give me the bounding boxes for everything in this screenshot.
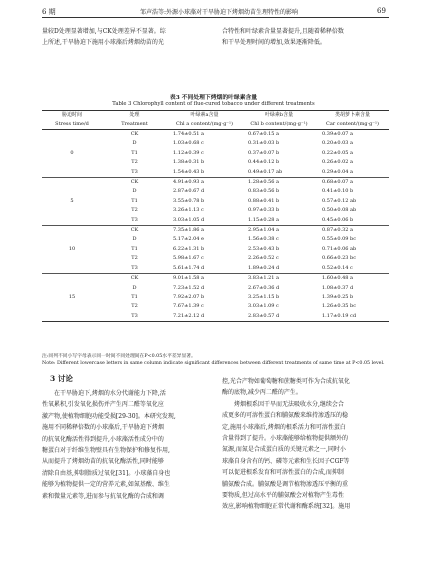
chl-a-cell: 1.74±0.51 a	[173, 131, 205, 137]
table-note-cn: 注:同列不同小写字母表示同一时间不同处理间在P<0.05水平差异显著。	[42, 354, 196, 359]
discussion-line: 激产物,使植物细胞功能受损[29-30]。本研究发现,	[42, 412, 176, 420]
discussion-line: 清除自由基,抑制脂质过氧化[31]。小球藻自身也	[42, 469, 171, 477]
chl-a-cell: 1.54±0.43 b	[167, 168, 242, 178]
chl-a-cell: 3.55±0.78 b	[173, 197, 205, 204]
car-cell: 1.08±0.37 d	[322, 284, 354, 291]
table-row	[42, 139, 389, 148]
car-cell: 1.60±0.48 a	[322, 275, 354, 282]
chlorophyll-table	[42, 110, 389, 322]
chl-b-cell: 0.83±0.56 b	[248, 188, 280, 195]
table-row	[42, 197, 389, 206]
car-cell: 0.22±0.05 a	[322, 149, 354, 156]
treatment-cell: CK	[130, 227, 139, 234]
stress-time-cell	[42, 264, 102, 274]
table-row	[42, 274, 389, 284]
stress-time-cell	[42, 226, 102, 236]
table-row	[42, 264, 389, 274]
chl-b-cell: 3.25±1.15 b	[248, 293, 280, 300]
table-row	[42, 130, 389, 140]
header-chl-a-en: Chl a content/(mg·g⁻¹)	[167, 120, 242, 130]
chl-a-cell: 7.67±1.39 c	[173, 303, 204, 310]
chl-b-cell: 0.31±0.03 b	[248, 140, 280, 147]
car-cell: 0.41±0.10 b	[322, 188, 354, 195]
table-caption-en: Table 3 Chlorophyll content of flue-cured tobacco under different treatments	[112, 101, 315, 107]
page-number-right: 69	[377, 7, 386, 15]
stress-time-cell	[42, 130, 102, 140]
chl-a-cell: 5.98±1.67 c	[173, 255, 204, 262]
table-row	[42, 293, 389, 302]
table-row	[42, 312, 389, 322]
stress-time-cell: 15	[68, 293, 76, 300]
discussion-line: 脯氨酸合成。脯氨酸是调节植物渗透压平衡的重	[222, 480, 349, 488]
intro-right-line: 和干旱处理时间的增加,效果逐渐降低。	[222, 39, 326, 46]
chl-a-cell: 5.17±2.04 e	[173, 236, 205, 243]
running-title: 邹声浩等:外源小球藻对干旱胁迫下烤烟幼苗生理特性的影响	[140, 9, 299, 16]
chl-a-cell: 1.03±0.68 c	[173, 140, 204, 147]
car-cell: 0.45±0.06 b	[316, 216, 389, 226]
chl-b-cell: 3.83±1.21 a	[248, 275, 280, 282]
car-cell: 0.29±0.04 a	[316, 168, 389, 178]
chl-a-cell: 3.26±1.13 c	[173, 207, 204, 214]
chl-b-cell: 1.56±0.38 c	[248, 236, 279, 243]
chl-b-cell: 0.37±0.07 b	[248, 149, 280, 156]
header-treatment-cn: 处理	[102, 111, 167, 121]
discussion-line: 效应,影响植物细胞正常代谢和酶系统[32]。施用	[222, 503, 351, 511]
car-cell: 1.26±0.35 bc	[322, 303, 357, 310]
discussion-line: 含量得到了提升。小球藻能够给植物提供额外的	[222, 435, 349, 443]
car-cell: 0.87±0.32 a	[322, 227, 354, 234]
intro-left-text	[42, 26, 166, 48]
treatment-cell: T1	[131, 245, 138, 252]
treatment-cell: T3	[102, 216, 167, 226]
table-row	[42, 302, 389, 311]
intro-right-line: 合特性和叶绿素含量显著提升,且随着稀释倍数	[222, 28, 344, 35]
car-cell: 0.57±0.12 ab	[322, 197, 357, 204]
car-cell: 0.50±0.08 ab	[322, 207, 357, 214]
car-cell: 1.17±0.19 cd	[316, 312, 389, 322]
stress-time-cell	[42, 139, 102, 148]
discussion-line: 糖蛋白对于纤维生物壁具有生物保护和修复作用,	[42, 447, 170, 455]
discussion-line: 烤烟根系因干旱而无法吸收水分,继续会合	[234, 400, 344, 408]
discussion-line: 氮源,而氮是合成蛋白质的关键元素之一,同时小	[222, 446, 346, 454]
car-cell: 0.68±0.07 a	[322, 179, 354, 186]
treatment-cell: D	[132, 140, 137, 147]
chl-b-cell: 0.67±0.15 a	[248, 131, 280, 137]
intro-right-text	[222, 26, 344, 48]
header-chl-b-en: Chl b content/(mg·g⁻¹)	[242, 120, 316, 130]
car-cell: 0.55±0.09 bc	[322, 236, 357, 243]
discussion-line: 酶的底物,减少丙二醛的产生。	[222, 389, 302, 397]
chl-a-cell: 2.87±0.67 d	[173, 188, 205, 195]
table-row	[42, 206, 389, 215]
discussion-line: 要物质,但过高水平的脯氨酸会对植物产生毒性	[222, 492, 344, 500]
treatment-cell: CK	[130, 179, 139, 186]
header-stress-time-en: Stress time/d	[42, 120, 102, 130]
header-car-en: Car content/(mg·g⁻¹)	[316, 120, 389, 130]
stress-time-cell	[42, 274, 102, 284]
chl-b-cell: 0.49±0.17 ab	[242, 168, 316, 178]
chl-b-cell: 0.97±0.33 b	[248, 207, 280, 214]
header-car-cn: 类胡萝卜素含量	[316, 111, 389, 121]
chl-b-cell: 1.15±0.28 a	[242, 216, 316, 226]
discussion-line: 能够为植物提供一定的营养元素,如氮基酸、维生	[42, 481, 170, 489]
table-row	[42, 245, 389, 254]
page-number-left: 6 期	[42, 8, 56, 16]
chl-b-cell: 2.67±0.36 d	[248, 284, 280, 291]
chl-b-cell: 2.53±0.43 b	[248, 245, 280, 252]
stress-time-cell	[42, 206, 102, 215]
chl-a-cell: 1.12±0.39 c	[173, 149, 204, 156]
treatment-cell: T1	[131, 197, 138, 204]
stress-time-cell	[42, 158, 102, 167]
stress-time-cell	[42, 178, 102, 188]
stress-time-cell	[42, 254, 102, 263]
table-caption-cn: 表3 不同处理下烤烟的叶绿素含量	[169, 95, 258, 101]
stress-time-cell	[42, 235, 102, 244]
table-row	[42, 235, 389, 244]
stress-time-cell	[42, 187, 102, 196]
treatment-cell: T3	[102, 264, 167, 274]
discussion-line: 成更多的可溶性蛋白和脯氨酸来维持渗透压的稳	[222, 412, 349, 420]
chl-b-cell: 3.03±1.09 c	[248, 303, 279, 310]
chl-b-cell: 0.88±0.41 b	[248, 197, 280, 204]
discussion-line: 定,施用小球藻后,烤烟的根系活力和可溶性蛋白	[222, 423, 346, 431]
table-row	[42, 168, 389, 178]
chl-a-cell: 1.38±0.31 b	[173, 159, 205, 166]
treatment-cell: T1	[131, 149, 138, 156]
table-note-en: Note: Different lowercase letters in same column indicate significant differences between different treatments of same time at P<0.05 level.	[42, 361, 385, 366]
stress-time-cell	[42, 312, 102, 322]
discussion-line: 素和微量元素等,进而参与抗氧化酶的合成和调	[42, 492, 164, 500]
table-row	[42, 149, 389, 158]
treatment-cell: CK	[130, 275, 139, 282]
table-row	[42, 284, 389, 293]
table-row	[42, 178, 389, 188]
treatment-cell: D	[132, 188, 137, 195]
chl-b-cell: 1.89±0.24 d	[242, 264, 316, 274]
discussion-line: 在干旱胁迫下,烤烟的水分代谢能力下降,活	[54, 390, 166, 397]
discussion-line: 性氧累积,引发氧化损伤并产生丙二醛等氧化应	[42, 401, 164, 409]
treatment-cell: T3	[102, 312, 167, 322]
treatment-cell: T2	[131, 255, 138, 262]
table-row	[42, 187, 389, 196]
header-treatment-en: Treatment	[102, 120, 167, 130]
header-chl-a-cn: 叶绿素a含量	[167, 111, 242, 121]
table-row	[42, 254, 389, 263]
chl-b-cell: 2.83±0.57 d	[242, 312, 316, 322]
car-cell: 1.39±0.25 b	[322, 293, 354, 300]
stress-time-cell	[42, 216, 102, 226]
stress-time-cell	[42, 302, 102, 311]
header-chl-b-cn: 叶绿素b含量	[242, 111, 316, 121]
stress-time-cell: 5	[70, 197, 74, 204]
chl-a-cell: 7.21±2.12 d	[167, 312, 242, 322]
discussion-line: 球藻自身含有的钙、磷等元素和生长因子CGF等	[222, 457, 350, 465]
table-row	[42, 158, 389, 167]
chl-a-cell: 9.01±1.58 a	[173, 275, 205, 282]
chl-a-cell: 7.35±1.86 a	[173, 227, 205, 234]
discussion-line: 施用不同稀释倍数的小球藻后,干旱胁迫下烤烟	[42, 424, 164, 432]
treatment-cell: T3	[102, 168, 167, 178]
treatment-cell: T1	[131, 293, 138, 300]
chl-a-cell: 7.23±1.52 d	[173, 284, 205, 291]
discussion-right-column	[222, 376, 350, 513]
chl-a-cell: 4.91±0.93 a	[173, 179, 205, 186]
chl-a-cell: 3.03±1.05 d	[167, 216, 242, 226]
chl-b-cell: 2.26±0.52 c	[248, 255, 279, 262]
treatment-cell: D	[132, 236, 137, 243]
car-cell: 0.20±0.03 a	[322, 140, 354, 147]
stress-time-cell: 0	[70, 149, 74, 156]
car-cell: 0.66±0.23 bc	[322, 255, 357, 262]
treatment-cell: T2	[131, 303, 138, 310]
car-cell: 0.39±0.07 a	[322, 131, 354, 137]
intro-left-line: 上所述,干旱胁迫下施用小球藻后烤烟幼苗的光	[42, 39, 164, 46]
chl-b-cell: 0.44±0.12 b	[248, 159, 280, 166]
discussion-line: 可以促进根系发育和可溶性蛋白的合成,而抑制	[222, 469, 344, 477]
stress-time-cell	[42, 168, 102, 178]
discussion-line: 控,光合产物如葡萄糖和蔗糖类可作为合成抗氧化	[222, 378, 350, 385]
stress-time-cell	[42, 284, 102, 293]
car-cell: 0.52±0.14 c	[316, 264, 389, 274]
treatment-cell: D	[132, 284, 137, 291]
discussion-line: 从而提升了烤烟幼苗的抗氧化酶活性,同时能够	[42, 458, 164, 466]
table-row	[42, 216, 389, 226]
stress-time-cell: 10	[68, 245, 76, 252]
chl-b-cell: 2.95±1.04 a	[248, 227, 280, 234]
chl-a-cell: 5.61±1.74 d	[167, 264, 242, 274]
table-body	[42, 130, 389, 322]
chl-b-cell: 1.28±0.56 a	[248, 179, 280, 186]
chl-a-cell: 7.92±2.07 b	[173, 293, 205, 300]
car-cell: 0.71±0.06 ab	[322, 245, 357, 252]
header-stress-time-cn: 胁迫时间	[42, 111, 102, 121]
table-row	[42, 226, 389, 236]
discussion-left-column	[42, 388, 176, 502]
chl-a-cell: 6.22±1.31 b	[173, 245, 205, 252]
discussion-line: 的抗氧化酶活性得到提升,小球藻活性成分中的	[42, 435, 164, 443]
intro-left-line: 量较D处理显著增加,与CK处理差异不显著。综	[42, 28, 166, 35]
treatment-cell: CK	[130, 131, 139, 137]
header-rule	[42, 17, 389, 18]
car-cell: 0.26±0.02 a	[322, 159, 354, 166]
section-heading: 3 讨论	[50, 374, 73, 383]
treatment-cell: T2	[131, 159, 138, 166]
treatment-cell: T2	[131, 207, 138, 214]
